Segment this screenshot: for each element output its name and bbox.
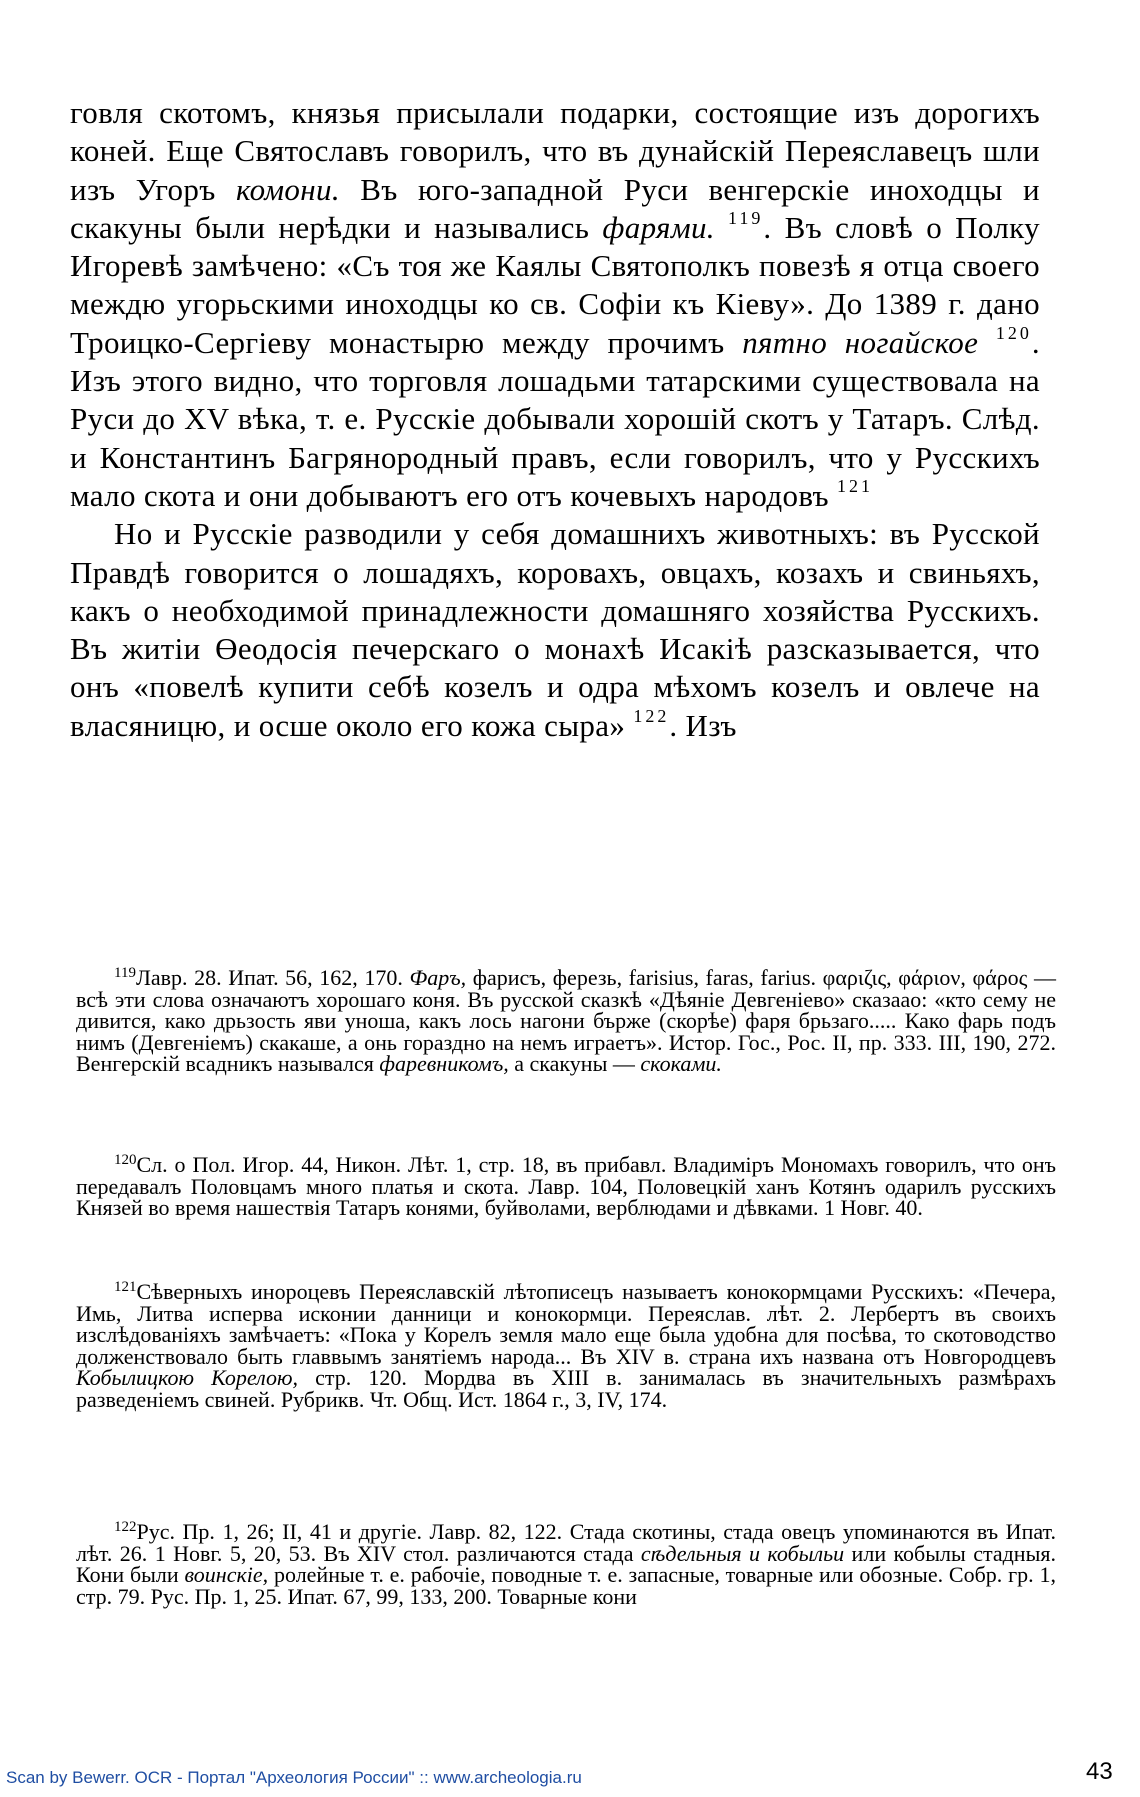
text-run: Но и Русскіе разводили у себя домашнихъ животныхъ: въ Русской Правдѣ говорится о лошадяхъ, коровахъ, овцахъ, козахъ и свиньяхъ, какъ о необходимой принадлежности домашняго хозяйства Русскихъ. Въ житіи Өеодосія печерскаго о монахѣ Исакіѣ разсказывается, что онъ «повелѣ купити себѣ козелъ и одра мѣхомъ козелъ и овлече на власяницю, и осше около его кожа сыра»	[70, 516, 1040, 743]
footnote-ref-120[interactable]: 120	[995, 322, 1032, 343]
footnote-text: или кобылы стадныя. Кони были	[76, 1540, 1056, 1588]
text-run: Въ юго-западной Руси венгерскіе иноходцы и скакуны были нерѣдки и назывались	[70, 171, 1040, 245]
footnote-text: ролейные т. е. рабочіе, поводные т. е. запасные, товарные или обозные. Собр. гр. 1, стр. 79. Рус. Пр. 1, 25. Ипат. 67, 99, 133, 200. Товарные кони	[76, 1562, 1056, 1609]
italic-term: Фаръ,	[409, 965, 467, 990]
footnote-text: Лавр. 28. Ипат. 56, 162, 170.	[135, 965, 410, 990]
italic-term: фарями.	[602, 209, 715, 245]
text-run: говля скотомъ, князья присылали подарки, состоящие изъ дорогихъ коней. Еще Святославъ говорилъ, что въ дунайскій Переяславецъ шли изъ Угоръ	[70, 95, 1040, 207]
footnote-number: 122	[114, 1519, 137, 1535]
footnote-number: 120	[114, 1152, 137, 1168]
italic-term: Кобылицкою Корелою,	[76, 1365, 298, 1391]
footnote-number: 119	[114, 965, 136, 981]
footnote-text: а скакуны —	[508, 1051, 641, 1077]
paragraph-1	[70, 94, 1040, 515]
italic-term: воинскіе,	[184, 1562, 269, 1588]
footnote-text: Рус. Пр. 1, 26; II, 41 и другіе. Лавр. 82, 122. Стада скотины, стада овецъ упоминаются въ Ипат. лѣт. 26. 1 Новг. 5, 20, 53. Въ XIV стол. различаются стада	[76, 1519, 1056, 1566]
footnote-ref-122[interactable]: 122	[633, 705, 670, 726]
footnote-ref-121[interactable]: 121	[837, 475, 874, 496]
italic-term: сѣдельныя и кобыльи	[640, 1540, 845, 1566]
page-number: 43	[1086, 1758, 1113, 1785]
footnote-119	[76, 967, 1056, 1075]
text-run: . Въ словѣ о Полку Игоревѣ замѣчено: «Съ тоя же Каялы Святополкъ повезѣ я отца своего междю угорьскими иноходцы ко св. Софіи къ Кіеву». До 1389 г. дано Троицко-Сергіеву монастырю между прочимъ	[70, 209, 1040, 360]
text-run: . Изъ	[669, 707, 737, 743]
italic-term: фаревникомъ,	[379, 1051, 509, 1077]
footnote-text: стр. 120. Мордва въ XIII в. занималась въ значительныхъ размѣрахъ разведеніемъ свиней. Рубрикв. Чт. Общ. Ист. 1864 г., 3, IV, 174.	[76, 1365, 1056, 1412]
footnote-text: фарисъ, ферезь, farisius, faras, farius. φαριζις, φάριον, φάρος — всѣ эти слова означаютъ хорошаго коня. Въ русской сказкѣ «Дѣяніе Девгеніево» сказаао: «кто сему не дивится, како дрьзость яви уноша, какъ лось нагони бърже (скорѣе) фаря брьзаго..... Како фарь подъ нимъ (Девгеніемъ) скакаше, а онь гораздно на немъ играетъ». Истор. Гос., Рос. II, пр. 333. III, 190, 272. Венгерскій всадникъ назывался	[76, 965, 1056, 1077]
footnote-text: Сѣверныхъ инороцевъ Переяславскій лѣтописецъ называетъ конокормцами Русскихъ: «Печера, Имь, Литва исперва исконии данници и конокормци. Переяслав. лѣт. 2. Лербертъ въ своихъ изслѣдованіяхъ замѣчаетъ: «Пока у Корелъ земля мало еще была удобна для посѣва, то скотоводство долженствовало быть главвымъ занятіемъ народа... Въ XIV в. страна ихъ названа отъ Новгородцевъ	[76, 1279, 1056, 1369]
footnote-122	[76, 1521, 1056, 1607]
footnote-ref-119[interactable]: 119	[728, 207, 764, 228]
scan-credit-link[interactable]: Scan by Bewerr. OCR - Портал "Археология России" :: www.archeologia.ru	[6, 1768, 582, 1787]
footnote-121	[76, 1281, 1056, 1411]
main-text	[70, 94, 1040, 745]
italic-term: скоками.	[640, 1051, 722, 1077]
text-run: . Изъ этого видно, что торговля лошадьми татарскими существовала на Руси до XV вѣка, т. е. Русскіе добывали хорошій скотъ у Татаръ. Слѣд. и Константинъ Багрянородный правъ, если говорилъ, что у Русскихъ мало скота и они добываютъ его отъ кочевыхъ народовъ	[70, 324, 1040, 513]
paragraph-2	[70, 515, 1040, 745]
italic-term: комони.	[235, 171, 340, 207]
footnote-number: 121	[114, 1279, 137, 1295]
italic-term: пятно ногайское	[742, 324, 979, 360]
footnote-text: Сл. о Пол. Игор. 44, Никон. Лѣт. 1, стр. 18, въ прибавл. Владиміръ Мономахъ говорилъ, что онъ передавалъ Половцамъ много платья и скота. Лавр. 104, Половецкій ханъ Котянъ одарилъ русскихъ Князей во время нашествія Татаръ конями, буйволами, верблюдами и дѣвками. 1 Новг. 40.	[76, 1152, 1056, 1221]
footnote-120	[76, 1154, 1056, 1219]
